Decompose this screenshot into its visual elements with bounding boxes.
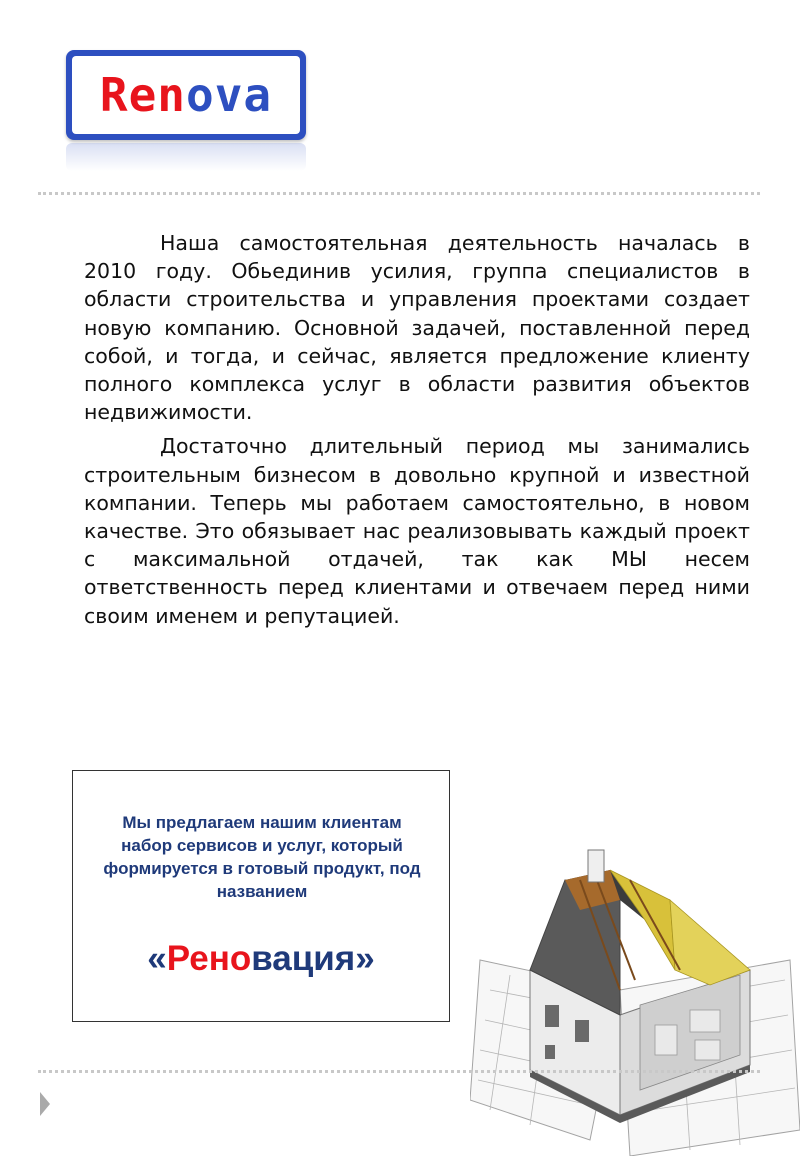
- logo-text: [99, 68, 273, 122]
- logo-text-blue: ova: [186, 68, 273, 122]
- house-blueprint-illustration: [470, 840, 800, 1156]
- logo-plate: [72, 56, 300, 134]
- brand-name-red: Рено: [166, 939, 252, 978]
- offer-brand-name: [73, 939, 449, 979]
- brand-quote-close: »: [355, 939, 375, 978]
- logo-reflection: [66, 143, 306, 171]
- paragraph-1: Наша самостоятельная деятельность началась в 2010 году. Обьединив усилия, группа специалистов в области строительства и управления проектами создает новую компанию. Основной задачей, поставленной перед собой, и тогда, и сейчас, является предложение клиенту полного комплекса услуг в области развития объектов недвижимости.: [84, 231, 750, 425]
- brand-quote-open: «: [147, 939, 167, 978]
- offer-text: Мы предлагаем нашим клиентам набор сервисов и услуг, который формируется в готовый продукт, под названием: [103, 813, 421, 901]
- triangle-bullet-icon: [40, 1092, 50, 1116]
- body-text: [84, 229, 750, 636]
- logo-text-red: Ren: [99, 68, 186, 122]
- paragraph-2: Достаточно длительный период мы занимались строительным бизнесом в довольно крупной и известной компании. Теперь мы работаем самостоятельно, в новом качестве. Это обязывает нас реализовывать каждый проект с максимальной отдачей, так как МЫ несем ответственность перед клиентами и отвечаем перед ними своим именем и репутацией.: [84, 434, 750, 628]
- brand-name-blue: вация: [251, 939, 356, 978]
- renova-logo: [66, 50, 306, 140]
- offer-box: [72, 770, 450, 1022]
- top-divider: [38, 192, 760, 195]
- bottom-divider: [38, 1070, 760, 1073]
